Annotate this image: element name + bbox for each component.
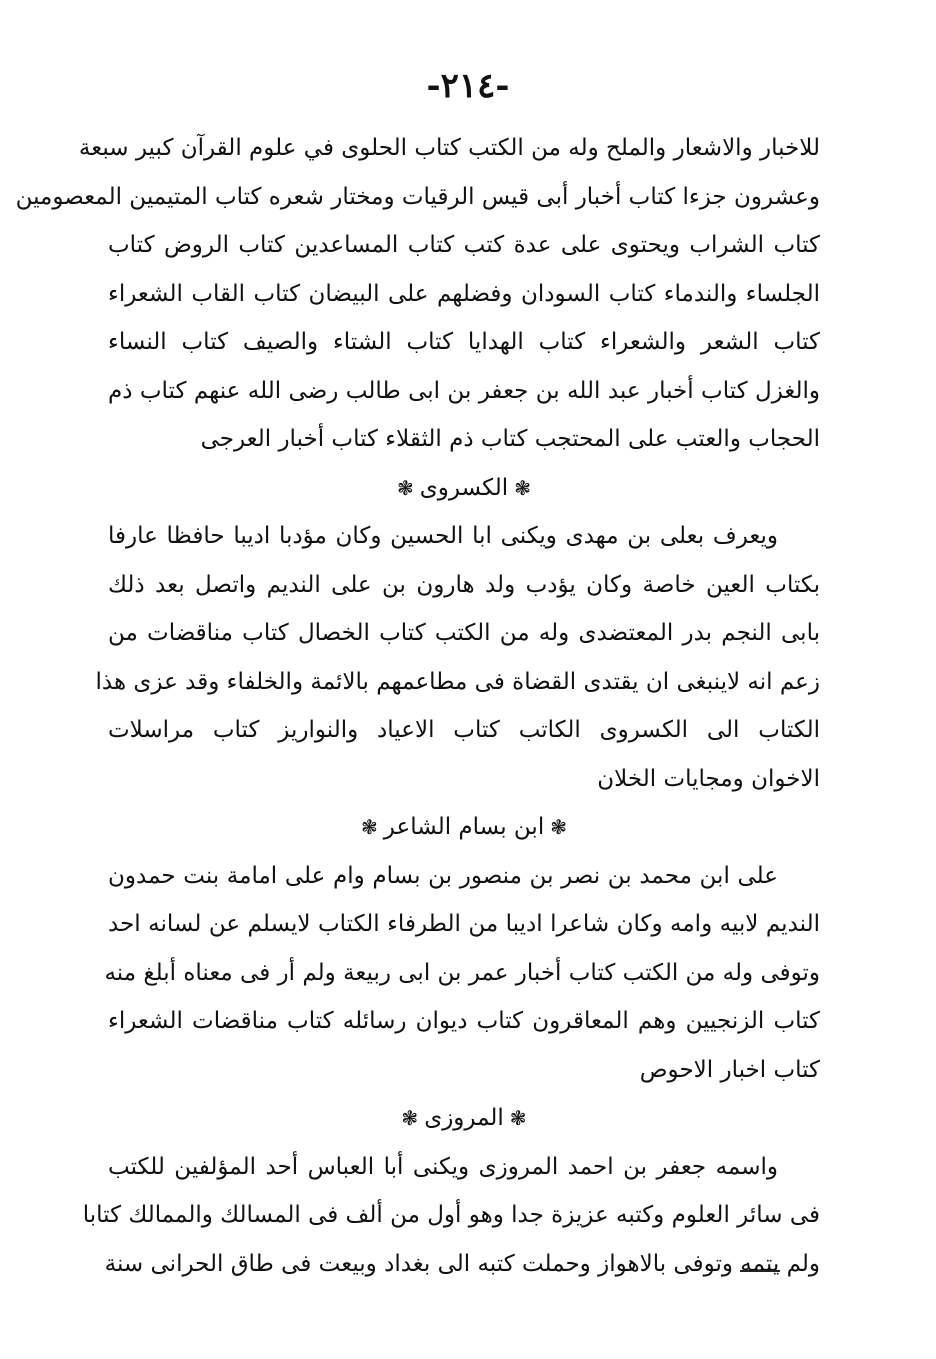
ornament-icon: ❃ bbox=[550, 815, 567, 839]
text-line: الجلساء والندماء كتاب السودان وفضلهم على البيضان كتاب القاب الشعراء bbox=[108, 280, 820, 307]
ornament-icon: ❃ bbox=[514, 475, 531, 500]
text-line: بكتاب العين خاصة وكان يؤدب ولد هارون بن على النديم واتصل بعد ذلك bbox=[108, 571, 820, 598]
section-heading-text: المروزى bbox=[424, 1105, 504, 1131]
ornament-icon: ❃ bbox=[401, 1106, 419, 1130]
section-heading-text: ابن بسام الشاعر bbox=[383, 814, 545, 840]
text-line: كتاب الزنجيين وهم المعاقرون كتاب ديوان رسائله كتاب مناقضات الشعراء bbox=[108, 1008, 820, 1034]
page-number: -٢١٤- bbox=[426, 66, 510, 106]
text-line: النديم لابيه وامه وكان شاعرا اديبا من الطرفاء الكتاب لايسلم عن لسانه احد bbox=[108, 911, 820, 937]
text-line: والغزل كتاب أخبار عبد الله بن جعفر بن ابى طالب رضى الله عنهم كتاب ذم bbox=[108, 377, 820, 404]
section-heading bbox=[108, 1094, 820, 1143]
text-line: على ابن محمد بن نصر بن منصور بن بسام وام على امامة بنت حمدون bbox=[108, 862, 778, 889]
text-line: واسمه جعفر بن احمد المروزى ويكنى أبا العباس أحد المؤلفين للكتب bbox=[108, 1153, 778, 1180]
text-line: بابى النجم بدر المعتضدى وله من الكتب كتاب الخصال كتاب مناقضات من bbox=[108, 620, 820, 646]
text-line: كتاب الشراب ويحتوى على عدة كتب كتاب المساعدين كتاب الروض كتاب bbox=[108, 232, 820, 258]
ornament-icon: ❃ bbox=[361, 815, 378, 839]
text-line: الاخوان ومجايات الخلان bbox=[597, 765, 820, 792]
section-heading bbox=[108, 803, 820, 852]
text-line: الحجاب والعتب على المحتجب كتاب ذم الثقلاء كتاب أخبار العرجى bbox=[200, 426, 820, 452]
text-line: للاخبار والاشعار والملح وله من الكتب كتاب الحلوى في علوم القرآن كبير سبعة bbox=[78, 135, 820, 161]
text-line: ولم يتمه وتوفى بالاهواز وحملت كتبه الى بغداد وبيعت فى طاق الحرانى سنة bbox=[104, 1250, 820, 1277]
text-line: ويعرف بعلى بن مهدى ويكنى ابا الحسين وكان مؤدبا اديبا حافظا عارفا bbox=[108, 523, 778, 549]
text-line: زعم انه لاينبغى ان يقتدى القضاة فى مطاعمهم بالائمة والخلفاء وقد عزى هذا bbox=[95, 668, 820, 695]
page-body bbox=[15, 124, 820, 1288]
text-line: كتاب الشعر والشعراء كتاب الهدايا كتاب الشتاء والصيف كتاب النساء bbox=[108, 329, 820, 355]
text-line: كتاب اخبار الاحوص bbox=[639, 1056, 820, 1083]
ornament-icon: ❃ bbox=[397, 475, 414, 500]
section-heading-text: الكسروى bbox=[419, 474, 509, 501]
text-line: وعشرون جزءا كتاب أخبار أبى قيس الرقيات ومختار شعره كتاب المتيمين المعصومين bbox=[15, 183, 820, 210]
ornament-icon: ❃ bbox=[509, 1106, 527, 1130]
pen-underline-mark bbox=[740, 1270, 780, 1272]
text-line: وتوفى وله من الكتب كتاب أخبار عمر بن ابى ربيعة ولم أر فى معناه أبلغ منه bbox=[104, 959, 820, 986]
text-line: فى سائر العلوم وكتبه عزيزة جدا وهو أول من ألف فى المسالك والممالك كتابا bbox=[82, 1202, 820, 1228]
text-line: الكتاب الى الكسروى الكاتب كتاب الاعياد والنواريز كتاب مراسلات bbox=[108, 717, 820, 743]
section-heading bbox=[108, 464, 820, 513]
